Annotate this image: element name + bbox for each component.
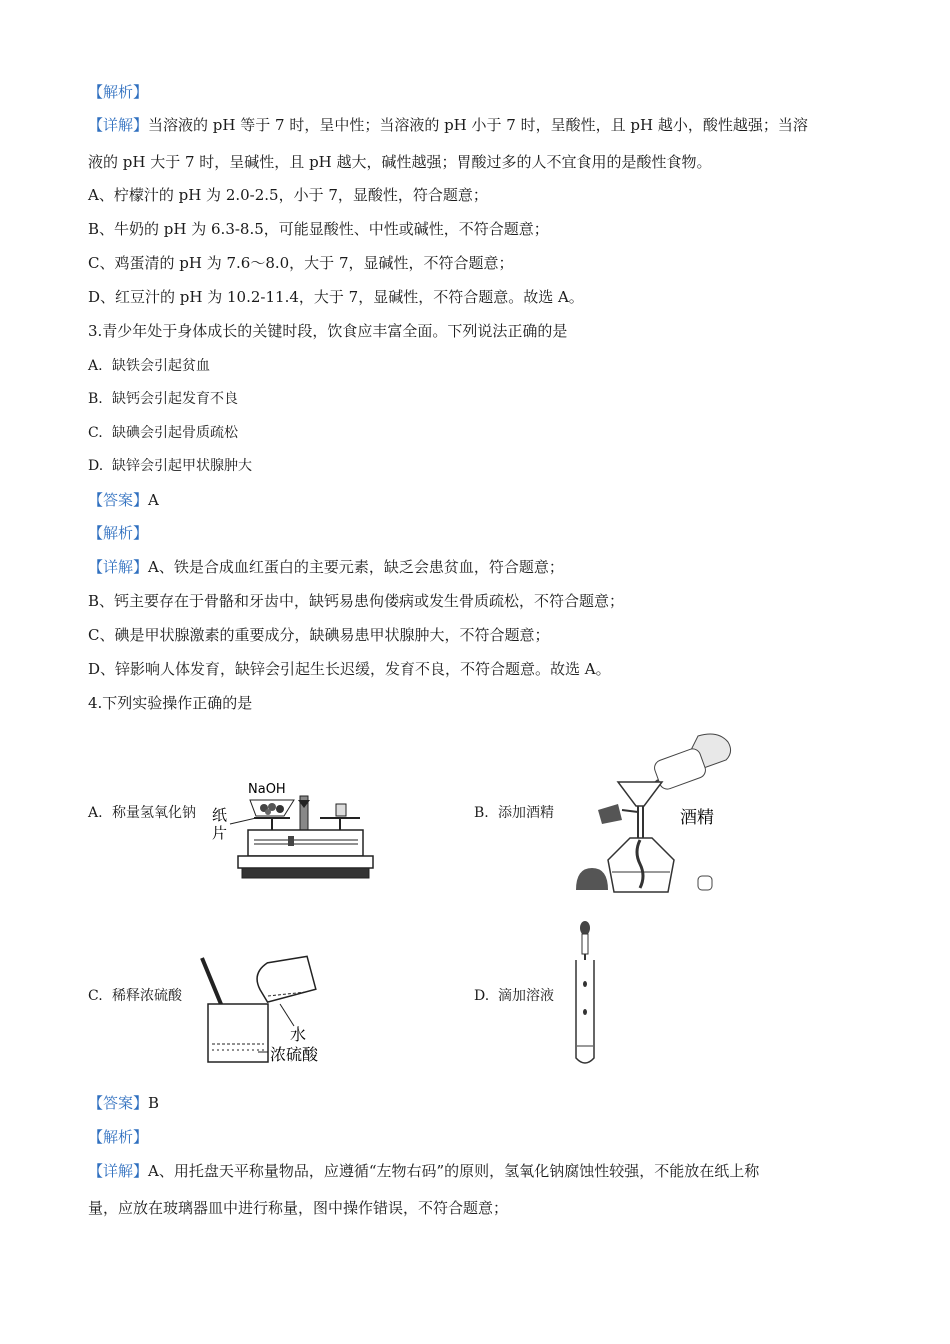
q3-option-c: C. 缺碘会引起骨质疏松 bbox=[88, 425, 238, 441]
q4-option-a-label: A. 称量氢氧化钠 bbox=[88, 805, 196, 821]
acid-label: 浓硫酸 bbox=[270, 1045, 319, 1064]
q3-detail-a: 【详解】A、铁是合成血红蛋白的主要元素，缺乏会患贫血，符合题意； bbox=[88, 558, 564, 576]
naoh-label: NaOH bbox=[248, 782, 286, 797]
q2-option-d-explain: D、红豆汁的 pH 为 10.2-11.4，大于 7，显碱性，不符合题意。故选 A。 bbox=[88, 288, 584, 306]
q3-detail-b: B、钙主要存在于骨骼和牙齿中，缺钙易患佝偻病或发生骨质疏松，不符合题意； bbox=[88, 592, 625, 610]
figure-dilution bbox=[198, 952, 358, 1070]
q3-answer: 【答案】A bbox=[88, 491, 159, 509]
paper-label-1: 纸 bbox=[212, 806, 228, 824]
q3-option-b: B. 缺钙会引起发育不良 bbox=[88, 391, 238, 407]
q2-option-c-explain: C、鸡蛋清的 pH 为 7.6～8.0，大于 7，显碱性，不符合题意； bbox=[88, 254, 514, 272]
q4-option-d-label: D. 滴加溶液 bbox=[474, 988, 554, 1004]
q4-answer: 【答案】B bbox=[88, 1094, 160, 1112]
q4-option-c-label: C. 稀释浓硫酸 bbox=[88, 988, 182, 1004]
alcohol-label: 酒精 bbox=[680, 808, 714, 828]
q3-stem: 3.青少年处于身体成长的关键时段，饮食应丰富全面。下列说法正确的是 bbox=[88, 322, 568, 340]
q2-detail-tag: 【详解】 bbox=[88, 116, 149, 134]
q3-analysis-tag: 【解析】 bbox=[88, 524, 149, 542]
figure-dropper bbox=[570, 920, 600, 1070]
paper-label-2: 片 bbox=[212, 824, 228, 842]
q2-detail-line2: 液的 pH 大于 7 时，呈碱性，且 pH 越大，碱性越强；胃酸过多的人不宜食用的是酸性食物。 bbox=[88, 153, 712, 171]
q4-stem: 4.下列实验操作正确的是 bbox=[88, 694, 253, 712]
q3-detail-c: C、碘是甲状腺激素的重要成分，缺碘易患甲状腺肿大，不符合题意； bbox=[88, 626, 550, 644]
q4-analysis-tag: 【解析】 bbox=[88, 1128, 149, 1146]
q4-detail-line1: 【详解】A、用托盘天平称量物品，应遵循“左物右码”的原则，氢氧化钠腐蚀性较强，不能放在纸上称 bbox=[88, 1162, 760, 1180]
q2-option-b-explain: B、牛奶的 pH 为 6.3-8.5，可能显酸性、中性或碱性，不符合题意； bbox=[88, 220, 549, 238]
water-label: 水 bbox=[290, 1025, 307, 1044]
q3-detail-d: D、锌影响人体发育，缺锌会引起生长迟缓，发育不良，不符合题意。故选 A。 bbox=[88, 660, 611, 678]
q2-detail-text1: 当溶液的 pH 等于 7 时，呈中性；当溶液的 pH 小于 7 时，呈酸性，且 pH 越小，酸性越强；当溶 bbox=[148, 116, 808, 134]
figure-balance bbox=[208, 778, 378, 893]
q2-detail-line1 bbox=[88, 115, 808, 135]
q3-option-d: D. 缺锌会引起甲状腺肿大 bbox=[88, 458, 252, 474]
q2-analysis-tag: 【解析】 bbox=[88, 83, 149, 101]
q2-option-a-explain: A、柠檬汁的 pH 为 2.0-2.5，小于 7，显酸性，符合题意； bbox=[88, 186, 488, 204]
q4-detail-line2: 量，应放在玻璃器皿中进行称量，图中操作错误，不符合题意； bbox=[88, 1199, 509, 1217]
q3-option-a: A. 缺铁会引起贫血 bbox=[88, 358, 210, 374]
q4-option-b-label: B. 添加酒精 bbox=[474, 805, 554, 821]
figure-alcohol-lamp bbox=[568, 730, 758, 898]
